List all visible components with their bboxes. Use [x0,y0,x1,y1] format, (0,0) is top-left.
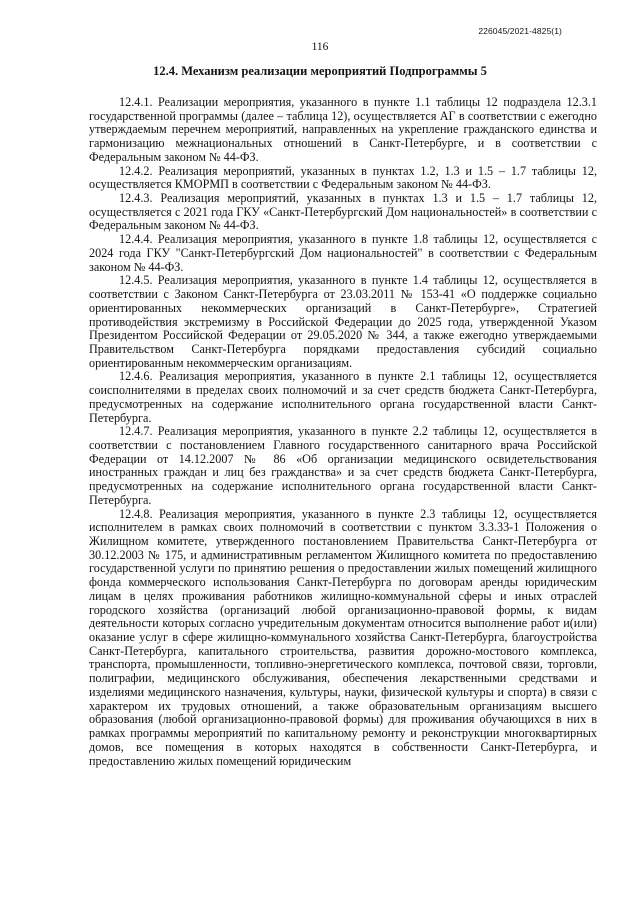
section-heading: 12.4. Механизм реализации мероприятий Подпрограммы 5 [153,64,487,78]
paragraph-12-4-8: 12.4.8. Реализация мероприятия, указанного в пункте 2.3 таблицы 12, осуществляется исполнителем в рамках своих полномочий в соответствии с пунктом 3.3.33-1 Положения о Жилищном комитете, утвержденного постановлением Правительства Санкт-Петербурга от 30.12.2003 № 175, и административным регламентом Жилищного комитета по предоставлению государственной услуги по принятию решения о предоставлении жилых помещений жилищного фонда коммерческого использования Санкт-Петербурга по договорам аренды юридическим лицам в целях проживания работников жилищно-коммунальной сферы и иных отраслей городского хозяйства (организаций любой организационно-правовой формы, к видам деятельности которых согласно учредительным документам относится выполнение работ и(или) оказание услуг в сфере жилищно-коммунального хозяйства Санкт-Петербурга, благоустройства Санкт-Петербурга, капитального строительства, развития дорожно-мостового комплекса, транспорта, промышленности, топливно-энергетического комплекса, почтовой связи, торговли, полиграфии, медицинского обслуживания, обеспечения лекарственными средствами и изделиями медицинского назначения, культуры, науки, физической культуры и спорта) в связи с характером их трудовых отношений, а также образовательным организациям высшего образования (любой организационно-правовой формы) для проживания обучающихся в них в рамках программы мероприятий по капитальному ремонту и реконструкции многоквартирных домов, все помещения в которых находятся в собственности Санкт-Петербурга, и предоставлению жилых помещений юридическим [89,506,597,768]
document-stamp: 226045/2021-4825(1) [478,26,562,36]
page-number: 116 [311,41,329,53]
paragraph-12-4-4: 12.4.4. Реализация мероприятия, указанного в пункте 1.8 таблицы 12, осуществляется с 2024 года ГКУ "Санкт-Петербургский Дом национальностей" в соответствии с Федеральным законом № 44-ФЗ. [89,232,597,274]
document-body [89,96,597,768]
paragraph-12-4-3: 12.4.3. Реализация мероприятий, указанных в пунктах 1.3 и 1.5 – 1.7 таблицы 12, осуществляется с 2021 года ГКУ «Санкт-Петербургский Дом национальностей» в соответствии с Федеральным законом № 44-ФЗ. [89,191,597,233]
paragraph-12-4-1: 12.4.1. Реализации мероприятия, указанного в пункте 1.1 таблицы 12 подраздела 12.3.1 государственной программы (далее – таблица 12), осуществляется АГ в соответствии с ежегодно утверждаемым перечнем мероприятий, направленных на укрепление гражданского единства и гармонизацию межнациональных отношений в Санкт-Петербурге, и в соответствии с Федеральным законом № 44-ФЗ. [89,95,597,164]
paragraph-12-4-2: 12.4.2. Реализация мероприятий, указанных в пунктах 1.2, 1.3 и 1.5 – 1.7 таблицы 12, осуществляется КМОРМП в соответствии с Федеральным законом № 44-ФЗ. [89,163,597,192]
paragraph-12-4-7: 12.4.7. Реализация мероприятия, указанного в пункте 2.2 таблицы 12, осуществляется в соответствии с постановлением Главного государственного санитарного врача Российской Федерации от 14.12.2007 № 86 «Об организации медицинского освидетельствования иностранных граждан и лиц без гражданства» и за счет средств бюджета Санкт-Петербурга, предусмотренных на содержание исполнительного органа государственной власти Санкт-Петербурга. [89,424,597,507]
paragraph-12-4-5: 12.4.5. Реализация мероприятия, указанного в пункте 1.4 таблицы 12, осуществляется в соответствии с Законом Санкт-Петербурга от 23.03.2011 № 153-41 «О поддержке социально ориентированных некоммерческих организаций в Санкт-Петербурге», Стратегией противодействия экстремизму в Российской Федерации до 2025 года, утвержденной Указом Президентом Российской Федерации от 29.05.2020 № 344, а также ежегодно утверждаемыми Правительством Санкт-Петербурга порядками предоставления субсидий социально ориентированным некоммерческим организациям. [89,273,597,370]
paragraph-12-4-6: 12.4.6. Реализация мероприятия, указанного в пункте 2.1 таблицы 12, осуществляется соисполнителями в пределах своих полномочий и за счет средств бюджета Санкт-Петербурга, предусмотренных на содержание исполнительного органа государственной власти Санкт-Петербурга. [89,369,597,425]
